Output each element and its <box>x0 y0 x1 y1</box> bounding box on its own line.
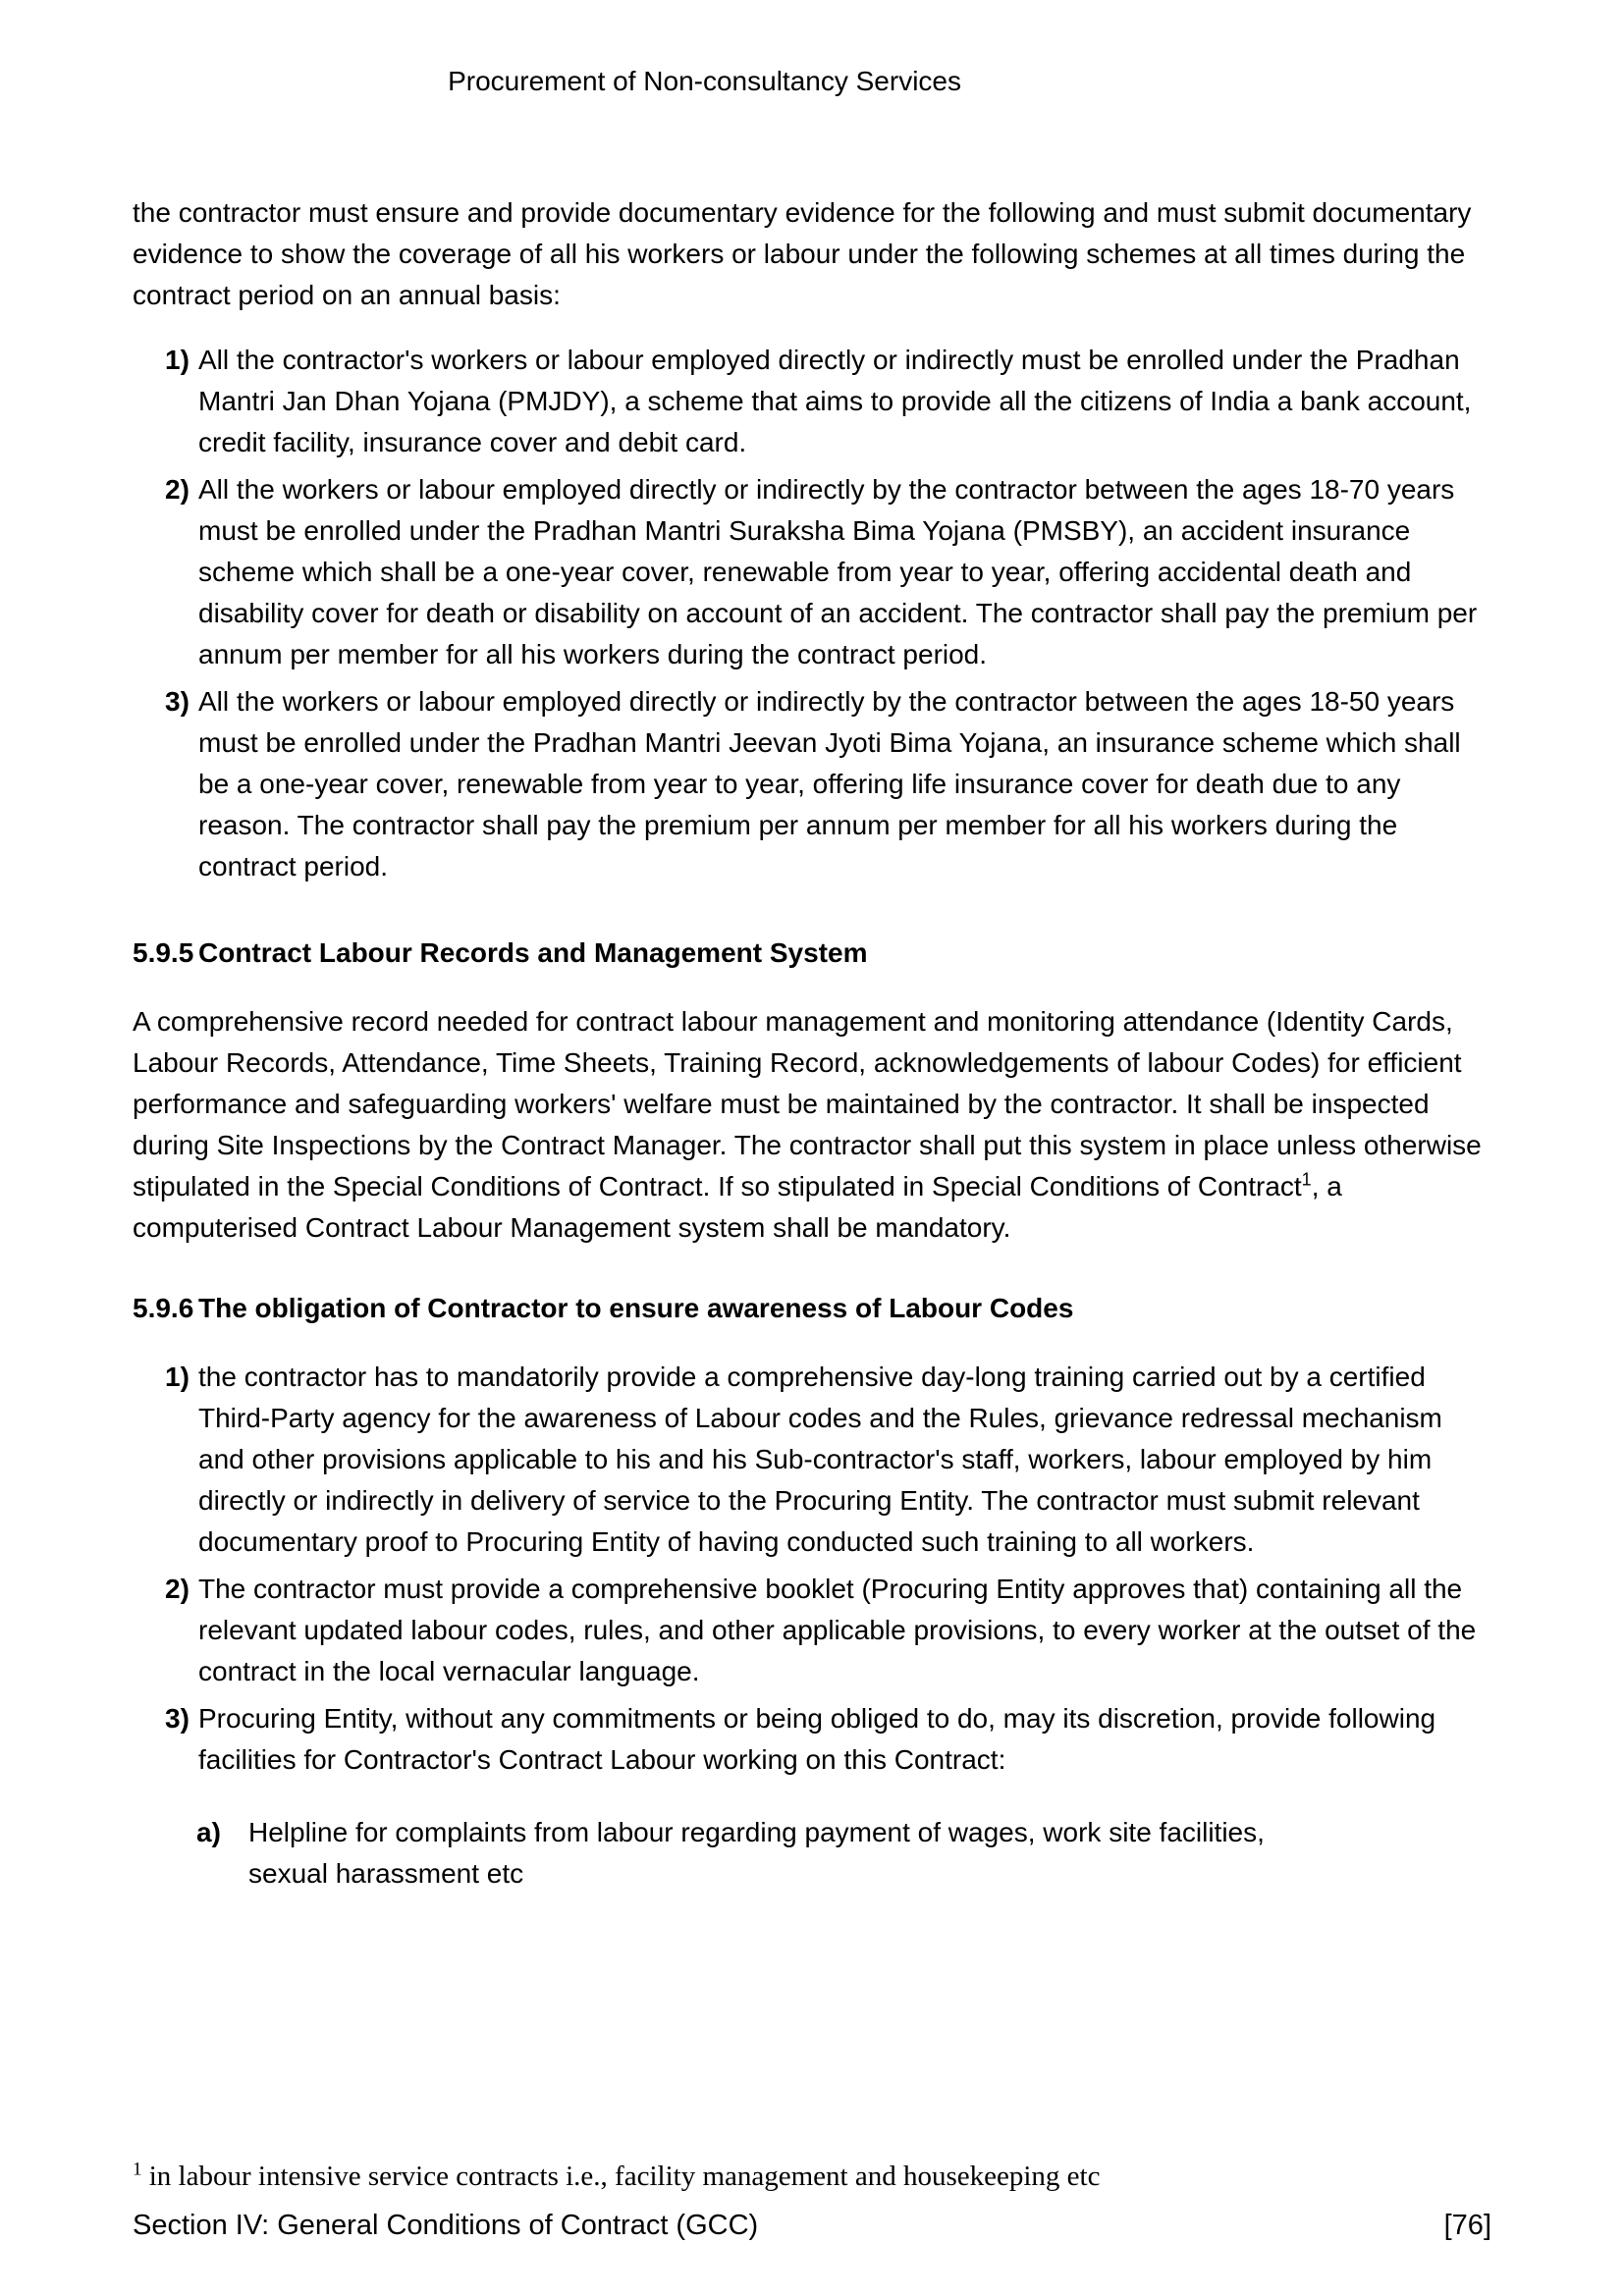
footer-section-title: Section IV: General Conditions of Contract (GCC) <box>133 2210 759 2241</box>
list-item-number: 3) <box>165 686 189 717</box>
list-item <box>133 1698 1491 1781</box>
section-5-9-5-paragraph <box>133 1001 1491 1249</box>
list-item-number: 2) <box>165 474 189 505</box>
intro-paragraph: the contractor must ensure and provide documentary evidence for the following and must submit documentary evidence to show the coverage of all his workers or labour under the following schemes at all times during the contract period on an annual basis: <box>133 197 1472 310</box>
section-number: 5.9.5 <box>133 937 194 968</box>
list-item-number: 3) <box>165 1703 189 1734</box>
paragraph-text-part2: , a computerised Contract Labour Management system shall be mandatory. <box>133 1171 1342 1243</box>
list-item-text: The contractor must provide a comprehensive booklet (Procuring Entity approves that) containing all the relevant updated labour codes, rules, and other applicable provisions, to every worker at the outset of the contract in the local vernacular language. <box>198 1574 1477 1686</box>
list-item-text: All the contractor's workers or labour employed directly or indirectly must be enrolled under the Pradhan Mantri Jan Dhan Yojana (PMJDY), a scheme that aims to provide all the citizens of India a bank account, credit facility, insurance cover and debit card. <box>198 345 1472 457</box>
list-item-number: 1) <box>165 1362 189 1392</box>
list-item-number: 1) <box>165 345 189 375</box>
footnote-reference: 1 <box>1301 1169 1312 1190</box>
footnote-marker: 1 <box>133 2159 142 2180</box>
section-title: The obligation of Contractor to ensure awareness of Labour Codes <box>198 1293 1074 1323</box>
list-item <box>133 1569 1491 1692</box>
page-footer <box>133 2206 1491 2245</box>
schemes-list <box>133 340 1491 893</box>
section-heading-5-9-5 <box>133 933 1491 974</box>
list-item-text: the contractor has to mandatorily provide a comprehensive day-long training carried out by a certified Third-Party agency for the awareness of Labour codes and the Rules, grievance redressal mechanism and other provisions applicable to his and his Sub-contractor's staff, workers, labour employed by him directly or indirectly in delivery of service to the Procuring Entity. The contractor must submit relevant documentary proof to Procuring Entity of having conducted such training to all workers. <box>198 1362 1442 1557</box>
sub-item-text: Helpline for complaints from labour regarding payment of wages, work site facilities, sexual harassment etc <box>248 1817 1265 1889</box>
footer-page-number: [76] <box>1443 2210 1491 2241</box>
list-item-number: 2) <box>165 1574 189 1604</box>
list-item <box>133 469 1491 675</box>
list-item-text: All the workers or labour employed directly or indirectly by the contractor between the ages 18-70 years must be enrolled under the Pradhan Mantri Suraksha Bima Yojana (PMSBY), an accident insurance scheme which shall be a one-year cover, renewable from year to year, offering accidental death and disability cover for death or disability on account of an accident. The contractor shall pay the premium per annum per member for all his workers during the contract period. <box>198 474 1478 669</box>
header-title: Procurement of Non-consultancy Services <box>448 66 961 96</box>
footnote-text: in labour intensive service contracts i.e., facility management and housekeeping etc <box>141 2161 1101 2192</box>
facilities-sub-list <box>133 1812 1491 1895</box>
list-item <box>133 681 1491 887</box>
paragraph-text-part1: A comprehensive record needed for contract labour management and monitoring attendance (Identity Cards, Labour Records, Attendance, Time Sheets, Training Record, acknowledgements of labour Codes) for efficient performance and safeguarding workers' welfare must be maintained by the contractor. It shall be inspected during Site Inspections by the Contract Manager. The contractor shall put this system in place unless otherwise stipulated in the Special Conditions of Contract. If so stipulated in Special Conditions of Contract <box>133 1006 1482 1201</box>
section-heading-5-9-6 <box>133 1288 1491 1329</box>
list-item <box>133 1357 1491 1563</box>
footnote <box>133 2157 1491 2196</box>
section-number: 5.9.6 <box>133 1293 194 1323</box>
sub-item-letter: a) <box>196 1817 221 1847</box>
list-item <box>133 340 1491 463</box>
page-header <box>133 61 1491 102</box>
section-title: Contract Labour Records and Management System <box>198 937 868 968</box>
list-item-text: All the workers or labour employed directly or indirectly by the contractor between the ages 18-50 years must be enrolled under the Pradhan Mantri Jeevan Jyoti Bima Yojana, an insurance scheme which shall be a one-year cover, renewable from year to year, offering life insurance cover for death due to any reason. The contractor shall pay the premium per annum per member for all his workers during the contract period. <box>198 686 1461 881</box>
sub-list-item <box>133 1812 1491 1895</box>
obligations-list <box>133 1357 1491 1787</box>
list-item-text: Procuring Entity, without any commitments or being obliged to do, may its discretion, provide following facilities for Contractor's Contract Labour working on this Contract: <box>198 1703 1436 1775</box>
page-bottom <box>133 2157 1491 2245</box>
